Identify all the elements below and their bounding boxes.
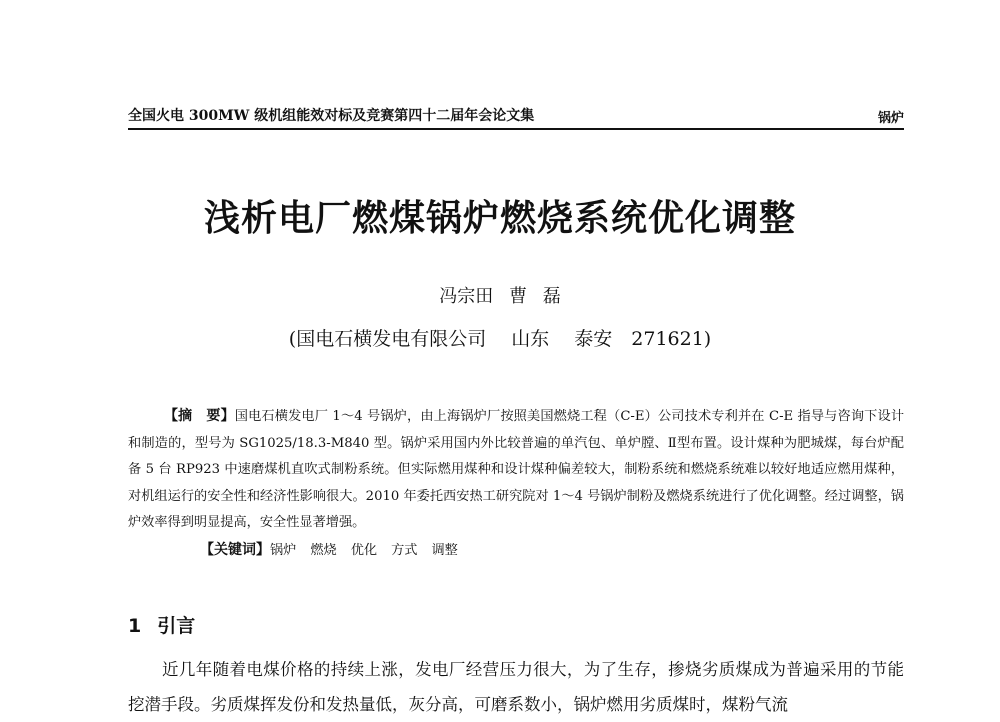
- section-body: [128, 652, 904, 722]
- keyword: 燃烧: [310, 542, 337, 558]
- author-name: 曹 磊: [509, 286, 561, 307]
- header-section-label: 锅炉: [877, 111, 904, 126]
- keyword: 方式: [391, 542, 418, 558]
- keyword: 调整: [431, 542, 458, 558]
- section-heading: [128, 611, 195, 638]
- header-proceedings-title: 全国火电 300MW 级机组能效对标及竞赛第四十二届年会论文集: [128, 108, 535, 124]
- keywords-label: 【关键词】: [200, 541, 270, 558]
- abstract-paragraph: [128, 403, 904, 537]
- section-number: 1: [128, 615, 142, 637]
- author-name: 冯宗田: [439, 286, 494, 307]
- author-list: [0, 282, 1000, 308]
- running-header: [128, 102, 904, 130]
- paper-title: 浅析电厂燃煤锅炉燃烧系统优化调整: [203, 198, 796, 239]
- author-affiliation: (国电石横发电有限公司 山东 泰安 271621): [288, 328, 712, 350]
- keyword: 优化: [350, 542, 378, 558]
- body-paragraph: 近几年随着电煤价格的持续上涨，发电厂经营压力很大，为了生存，掺烧劣质煤成为普遍采用的节能挖潜手段。劣质煤挥发份和发热量低，灰分高，可磨系数小，锅炉燃用劣质煤时，煤粉气流: [128, 660, 904, 714]
- abstract-block: [128, 403, 904, 564]
- section-title: 引言: [157, 615, 196, 637]
- abstract-text: 国电石横发电厂 1～4 号锅炉，由上海锅炉厂按照美国燃烧工程（C-E）公司技术专利并在 C-E 指导与咨询下设计和制造的，型号为 SG1025/18.3-M840 型。锅炉采用国内外比较普遍的单汽包、单炉膛、Ⅱ型布置。设计煤种为肥城煤，每台炉配备 5 台 RP923 中速磨煤机直吹式制粉系统。但实际燃用煤种和设计煤种偏差较大，制粉系统和燃烧系统难以较好地适应燃用煤种，对机组运行的安全性和经济性影响很大。2010 年委托西安热工研究院对 1～4 号锅炉制粉及燃烧系统进行了优化调整。经过调整，锅炉效率得到明显提高，安全性显著增强。: [128, 409, 905, 530]
- abstract-label: 【摘 要】: [164, 408, 235, 424]
- keyword: 锅炉: [270, 542, 297, 558]
- keywords-line: [128, 537, 904, 565]
